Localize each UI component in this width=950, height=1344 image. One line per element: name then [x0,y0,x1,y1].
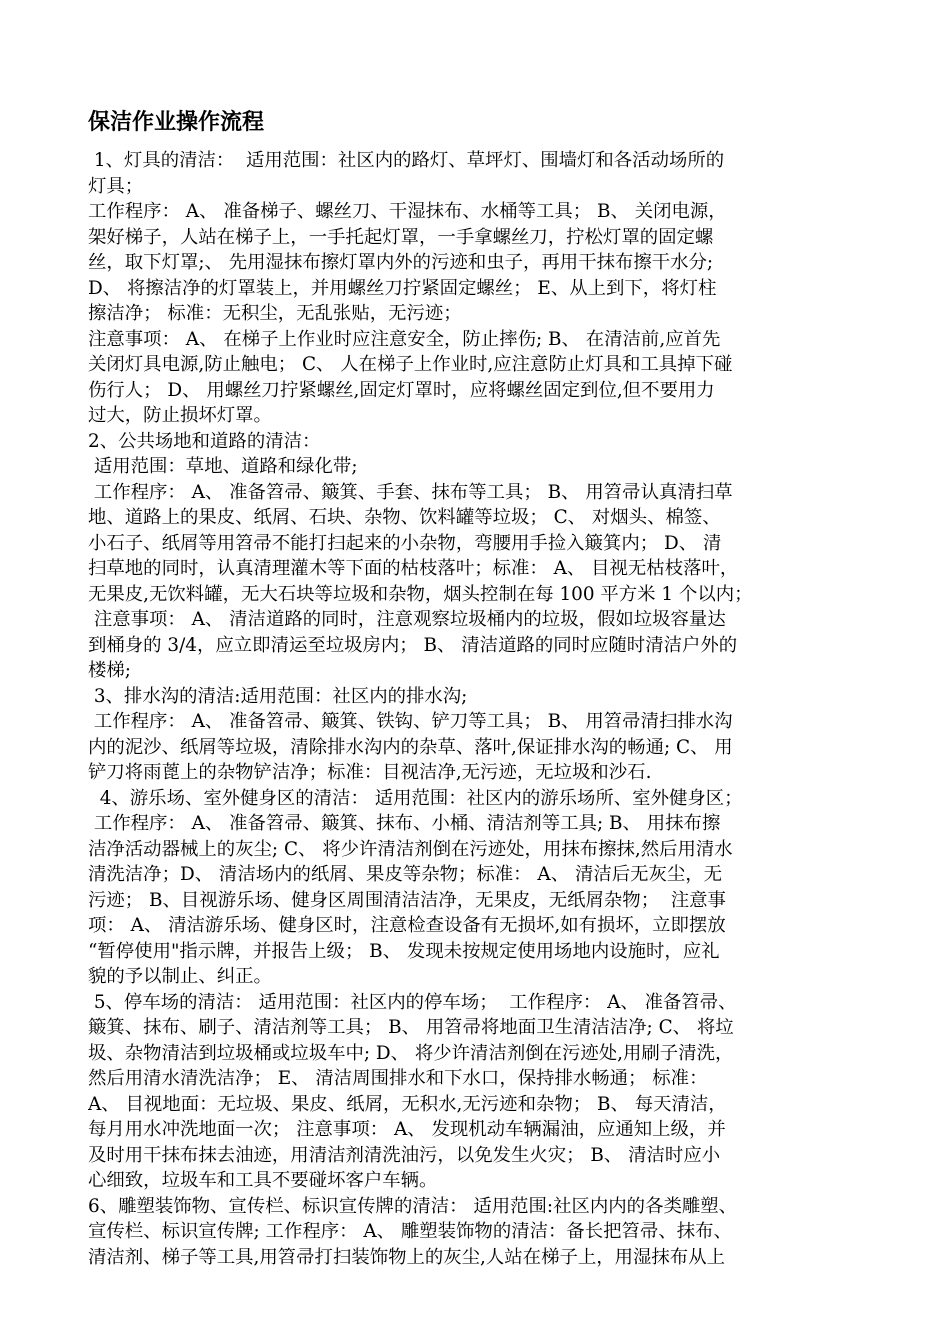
text-line: 心细致，垃圾车和工具不要碰坏客户车辆。 [88,1170,438,1191]
text-line: 4、游乐场、室外健身区的清洁： 适用范围：社区内的游乐场所、室外健身区； [88,787,743,809]
text-line: 5、停车场的清洁： 适用范围：社区内的停车场； 工作程序： A、 准备笤帚、 [88,991,737,1013]
text-line: 铲刀将雨蓖上的杂物铲洁净；标准：目视洁净,无污迹，无垃圾和沙石. [88,762,652,783]
text-line: 工作程序： A、 准备梯子、螺丝刀、干湿抹布、水桶等工具； B、 关闭电源， [88,201,727,222]
text-line: 扫草地的同时，认真清理灌木等下面的枯枝落叶；标准： A、 目视无枯枝落叶， [88,558,739,579]
text-line: 伤行人； D、 用螺丝刀拧紧螺丝,固定灯罩时，应将螺丝固定到位,但不要用力 [88,379,715,401]
text-line: 清洁剂、梯子等工具,用笤帚打扫装饰物上的灰尘,人站在梯子上，用湿抹布从上 [88,1246,725,1268]
text-line: 丝，取下灯罩;、 先用湿抹布擦灯罩内外的污迹和虫子，再用干抹布擦干水分; [88,252,714,273]
text-line: 簸箕、抹布、刷子、清洁剂等工具； B、 用笤帚将地面卫生清洁洁净; C、 将垃 [88,1017,734,1038]
text-line: 工作程序： A、 准备笤帚、簸箕、手套、抹布等工具； B、 用笤帚认真清扫草 [88,481,733,503]
text-line: 圾、杂物清洁到垃圾桶或垃圾车中; D、 将少许清洁剂倒在污迹处,用刷子清洗， [88,1042,734,1064]
text-line: A、 目视地面：无垃圾、果皮、纸屑，无积水,无污迹和杂物； B、 每天清洁， [88,1093,727,1115]
text-line: 然后用清水清洗洁净； E、 清洁周围排水和下水口，保持排水畅通； 标准： [88,1068,708,1089]
text-line: 1、灯具的清洁： 适用范围：社区内的路灯、草坪灯、围墙灯和各活动场所的 [88,150,725,171]
text-line: 宣传栏、标识宣传牌; 工作程序： A、 雕塑装饰物的清洁：备长把笤帚、抹布、 [88,1221,732,1242]
document-page [88,108,868,1270]
text-line: 工作程序： A、 准备笤帚、簸箕、抹布、小桶、清洁剂等工具; B、 用抹布擦 [88,813,721,834]
text-line: 过大，防止损坏灯罩。 [88,405,272,426]
text-line: 貌的予以制止、纠正。 [88,966,272,987]
text-line: 清洗洁净；D、 清洁场内的纸屑、果皮等杂物；标准： A、 清洁后无灰尘，无 [88,864,723,885]
text-line: 到桶身的 3/4，应立即清运至垃圾房内； B、 清洁道路的同时应随时清洁户外的 [88,634,738,656]
text-line: 每月用水冲洗地面一次； 注意事项： A、 发现机动车辆漏油，应通知上级，并 [88,1119,726,1140]
text-line: 架好梯子，人站在梯子上，一手托起灯罩，一手拿螺丝刀，拧松灯罩的固定螺 [88,226,714,248]
text-line: 注意事项： A、 在梯子上作业时应注意安全，防止摔伤; B、 在清洁前,应首先 [88,328,721,350]
text-line: 污迹； B、目视游乐场、健身区周围清洁洁净，无果皮，无纸屑杂物； 注意事 [88,889,726,911]
text-line: 注意事项： A、 清洁道路的同时，注意观察垃圾桶内的垃圾，假如垃圾容量达 [88,609,726,630]
text-line: 项： A、 清洁游乐场、健身区时，注意检查设备有无损坏,如有损坏，立即摆放 [88,915,726,936]
text-line: 关闭灯具电源,防止触电； C、 人在梯子上作业时,应注意防止灯具和工具掉下碰 [88,354,733,375]
text-line: 楼梯; [88,660,131,681]
text-line: 小石子、纸屑等用笤帚不能打扫起来的小杂物，弯腰用手捡入簸箕内； D、 清 [88,532,722,554]
text-line: 工作程序： A、 准备笤帚、簸箕、铁钩、铲刀等工具； B、 用笤帚清扫排水沟 [88,711,733,732]
text-line: 6、雕塑装饰物、宣传栏、标识宣传牌的清洁： 适用范围:社区内内的各类雕塑、 [88,1195,738,1217]
text-line: 适用范围：草地、道路和绿化带; [88,456,358,477]
text-line: 地、道路上的果皮、纸屑、石块、杂物、饮料罐等垃圾； C、 对烟头、棉签、 [88,507,721,528]
text-line: 擦洁净； 标准：无积尘，无乱张贴，无污迹； [88,303,462,324]
text-line: 内的泥沙、纸屑等垃圾，清除排水沟内的杂草、落叶,保证排水沟的畅通; C、 用 [88,736,733,758]
text-line: 2、公共场地和道路的清洁： [88,430,321,452]
document-body [88,148,868,1270]
text-line: 3、排水沟的清洁:适用范围：社区内的排水沟; [88,685,468,707]
text-line: “暂停使用"指示牌，并报告上级； B、 发现未按规定使用场地内设施时，应礼 [88,940,720,962]
text-line: 灯具； [88,175,144,197]
text-line: 洁净活动器械上的灰尘; C、 将少许清洁剂倒在污迹处，用抹布擦抹,然后用清水 [88,838,733,860]
text-line: 无果皮,无饮料罐，无大石块等垃圾和杂物，烟头控制在每 100 平方米 1 个以内； [88,583,753,605]
text-line: 及时用干抹布抹去油迹，用清洁剂清洗油污，以免发生火灾； B、 清洁时应小 [88,1144,721,1166]
text-line: D、 将擦洁净的灯罩装上，并用螺丝刀拧紧固定螺丝； E、从上到下，将灯柱 [88,277,717,299]
document-title: 保洁作业操作流程 [88,110,265,135]
